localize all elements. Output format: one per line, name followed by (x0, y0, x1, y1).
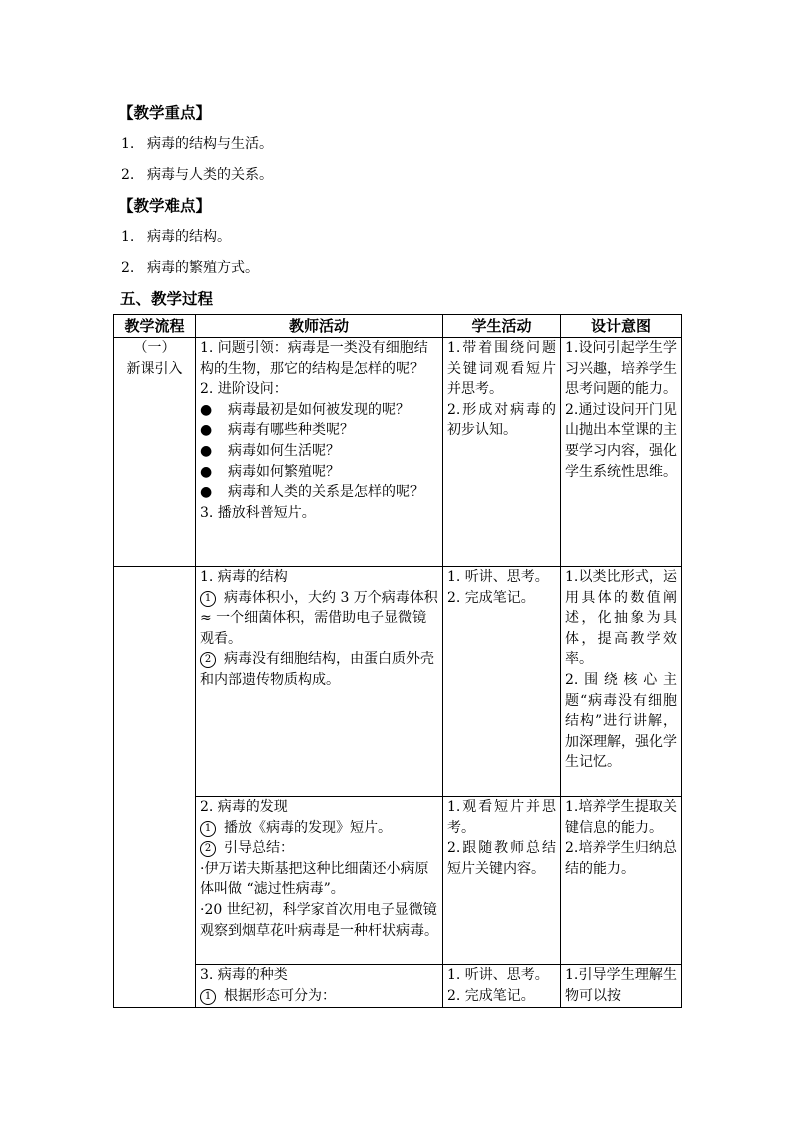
design-intent-cell: 1.引导学生理解生物可以按 (561, 965, 682, 1008)
circled-number-icon: 1 (200, 591, 216, 607)
teaching-process-table (113, 314, 682, 1008)
flow-cell: （一） 新课引入 (114, 338, 196, 567)
difficult-point-item: 2. 病毒的繁殖方式。 (121, 260, 259, 276)
circled-number-icon: 2 (200, 841, 216, 857)
bullet-icon: ● (200, 401, 213, 418)
circled-number-icon: 1 (200, 989, 216, 1005)
bullet-item: ● 病毒如何繁殖呢？ (200, 462, 438, 483)
bullet-item: ● 病毒有哪些种类呢？ (200, 420, 438, 441)
bullet-item: ● 病毒最初是如何被发现的呢？ (200, 400, 438, 421)
teacher-activity-cell: 1. 问题引领：病毒是一类没有细胞结构的生物，那它的结构是怎样的呢？ 2. 进阶设问： ● 病毒最初是如何被发现的呢？ ● 病毒有哪些种类呢？ ● 病毒如何生活呢？ ● 病毒如何繁殖呢？ ● 病毒和人类的关系是怎样的呢？ 3. 播放科普短片。 (196, 338, 443, 567)
column-header: 学生活动 (443, 315, 561, 338)
column-header: 教学流程 (114, 315, 196, 338)
design-intent-cell: 1.培养学生提取关键信息的能力。 2.培养学生归纳总结的能力。 (561, 797, 682, 965)
circled-number-icon: 1 (200, 821, 216, 837)
column-header: 教师活动 (196, 315, 443, 338)
design-intent-cell: 1.设问引起学生学习兴趣，培养学生思考问题的能力。 2.通过设问开门见山抛出本堂课的主要学习内容，强化学生系统性思维。 (561, 338, 682, 567)
key-points-heading: 【教学重点】 (118, 103, 212, 122)
bullet-icon: ● (200, 442, 213, 459)
table-row (114, 965, 682, 1008)
bullet-item: ● 病毒和人类的关系是怎样的呢？ (200, 482, 438, 503)
column-header: 设计意图 (561, 315, 682, 338)
key-point-item: 1. 病毒的结构与生活。 (121, 136, 273, 152)
table-row (114, 567, 682, 797)
teacher-activity-cell: 2. 病毒的发现 1 播放《病毒的发现》短片。 2 引导总结： ·伊万诺夫斯基把这种比细菌还小病原体叫做 “滤过性病毒”。 ·20 世纪初，科学家首次用电子显微镜观察到烟草花叶病毒是一种杆状病毒。 (196, 797, 443, 965)
student-activity-cell: 1.观看短片并思考。 2.跟随教师总结短片关键内容。 (443, 797, 561, 965)
bullet-icon: ● (200, 422, 213, 439)
difficult-point-item: 1. 病毒的结构。 (121, 229, 231, 245)
flow-cell-empty (114, 567, 196, 1008)
difficult-points-heading: 【教学难点】 (118, 196, 212, 215)
circled-number-icon: 2 (200, 652, 216, 668)
student-activity-cell: 1. 听讲、思考。 2. 完成笔记。 (443, 965, 561, 1008)
teacher-activity-cell: 1. 病毒的结构 1 病毒体积小，大约 3 万个病毒体积 ≈ 一个细菌体积，需借助电子显微镜观看。 2 病毒没有细胞结构，由蛋白质外壳和内部遗传物质构成。 (196, 567, 443, 797)
table-row (114, 338, 682, 567)
student-activity-cell: 1. 听讲、思考。 2. 完成笔记。 (443, 567, 561, 797)
bullet-icon: ● (200, 463, 213, 480)
design-intent-cell: 1.以类比形式，运用具体的数值阐述，化抽象为具体，提高教学效率。 2.围绕核心主题“病毒没有细胞结构”进行讲解，加深理解，强化学生记忆。 (561, 567, 682, 797)
table-header-row (114, 315, 682, 338)
student-activity-cell: 1.带着围绕问题关键词观看短片并思考。 2.形成对病毒的初步认知。 (443, 338, 561, 567)
table-row (114, 797, 682, 965)
process-heading: 五、教学过程 (120, 289, 214, 308)
bullet-item: ● 病毒如何生活呢？ (200, 441, 438, 462)
bullet-icon: ● (200, 484, 213, 501)
key-point-item: 2. 病毒与人类的关系。 (121, 167, 273, 183)
teacher-activity-cell: 3. 病毒的种类 1 根据形态可分为： (196, 965, 443, 1008)
